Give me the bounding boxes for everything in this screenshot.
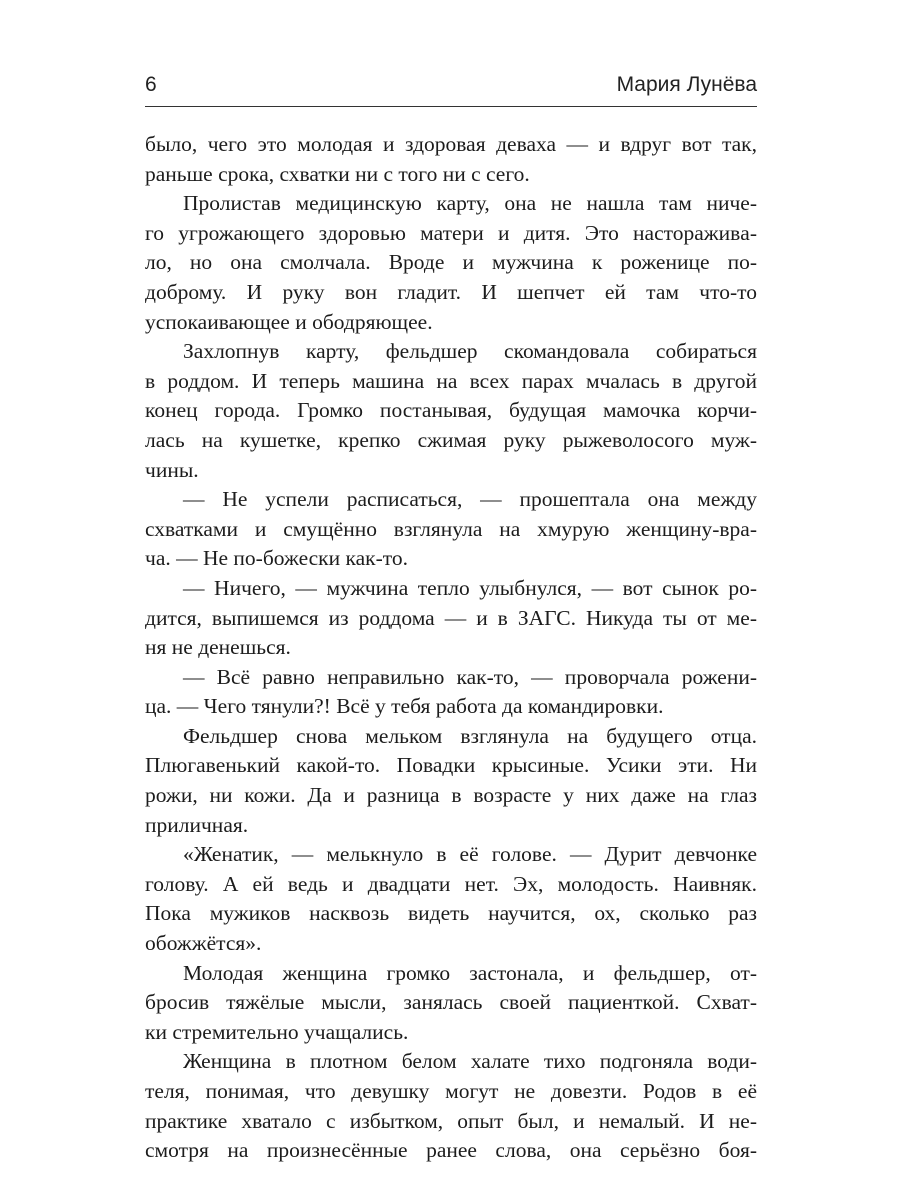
text-line: ца. — Чего тянули?! Всё у тебя работа да командировки. bbox=[145, 694, 664, 719]
body-text bbox=[145, 130, 757, 1166]
text-line: — Всё равно неправильно как-то, — проворчала рожени- bbox=[183, 664, 757, 689]
paragraph bbox=[145, 959, 757, 1048]
text-line: Пролистав медицинскую карту, она не нашла там ниче- bbox=[183, 191, 757, 216]
text-line: обожжётся». bbox=[145, 931, 262, 956]
text-line: «Женатик, — мелькнуло в её голове. — Дурит девчонке bbox=[183, 842, 757, 867]
paragraph bbox=[145, 189, 757, 337]
text-line: теля, понимая, что девушку могут не довезти. Родов в её bbox=[145, 1079, 757, 1103]
text-line: Пока мужиков насквозь видеть научится, ох, сколько раз bbox=[145, 901, 757, 926]
text-line: Захлопнув карту, фельдшер скомандовала собираться bbox=[183, 339, 757, 364]
text-line: рожи, ни кожи. Да и разница в возрасте у них даже на глаз bbox=[145, 783, 757, 808]
text-line: конец города. Громко постанывая, будущая мамочка корчи- bbox=[145, 398, 757, 423]
text-line: го угрожающего здоровью матери и дитя. Это настораживa- bbox=[145, 220, 757, 245]
text-line: схватками и смущённо взглянула на хмурую женщину-вра- bbox=[145, 516, 757, 541]
text-line: практике хватало с избытком, опыт был, и немалый. И не- bbox=[145, 1108, 757, 1133]
text-line: было, чего это молодая и здоровая деваха — и вдруг вот так, bbox=[145, 132, 757, 156]
text-line: Молодая женщина громко застонала, и фельдшер, от- bbox=[183, 960, 757, 985]
text-line: ча. — Не по-божески как-то. bbox=[145, 546, 409, 571]
text-line: бросив тяжёлые мысли, занялась своей пациенткой. Схват- bbox=[145, 990, 757, 1015]
paragraph bbox=[145, 840, 757, 958]
header-rule bbox=[145, 106, 757, 107]
text-line: голову. А ей ведь и двадцати нет. Эх, молодость. Наивняк. bbox=[145, 871, 757, 896]
text-line: в роддом. И теперь машина на всех парах мчалась в другой bbox=[145, 368, 757, 393]
text-line: смотря на произнесённые ранее слова, она серьёзно боя- bbox=[145, 1138, 757, 1163]
paragraph bbox=[145, 574, 757, 663]
text-line: успокаивающее и ободряющее. bbox=[145, 309, 433, 334]
text-line: Плюгавенький какой-то. Повадки крысиные. Усики эти. Ни bbox=[145, 753, 757, 778]
text-line: — Не успели расписаться, — прошептала она между bbox=[183, 487, 757, 512]
paragraph bbox=[145, 722, 757, 840]
paragraph bbox=[145, 485, 757, 574]
text-line: Фельдшер снова мельком взглянула на будущего отца. bbox=[183, 723, 757, 748]
text-line: Женщина в плотном белом халате тихо подгоняла води- bbox=[183, 1049, 757, 1074]
book-page bbox=[145, 0, 757, 1200]
text-line: приличная. bbox=[145, 812, 249, 837]
page-number: 6 bbox=[145, 73, 157, 96]
text-line: раньше срока, схватки ни с того ни с сего. bbox=[145, 161, 530, 186]
text-line: ки стремительно учащались. bbox=[145, 1019, 409, 1044]
text-line: доброму. И руку вон гладит. И шепчет ей там что-то bbox=[145, 279, 757, 304]
paragraph bbox=[145, 337, 757, 485]
paragraph bbox=[145, 663, 757, 722]
paragraph bbox=[145, 1047, 757, 1165]
text-line: лась на кушетке, крепко сжимая руку рыжеволосого муж- bbox=[145, 427, 757, 452]
text-line: — Ничего, — мужчина тепло улыбнулся, — вот сынок ро- bbox=[183, 575, 757, 600]
running-header bbox=[145, 73, 757, 105]
text-line: чины. bbox=[145, 457, 199, 482]
text-line: дится, выпишемся из роддома — и в ЗАГС. Никуда ты от ме- bbox=[145, 605, 757, 630]
text-line: ло, но она смолчала. Вроде и мужчина к роженице по- bbox=[145, 250, 757, 275]
paragraph bbox=[145, 130, 757, 189]
author-name: Мария Лунёва bbox=[616, 73, 757, 96]
text-line: ня не денешься. bbox=[145, 635, 291, 660]
